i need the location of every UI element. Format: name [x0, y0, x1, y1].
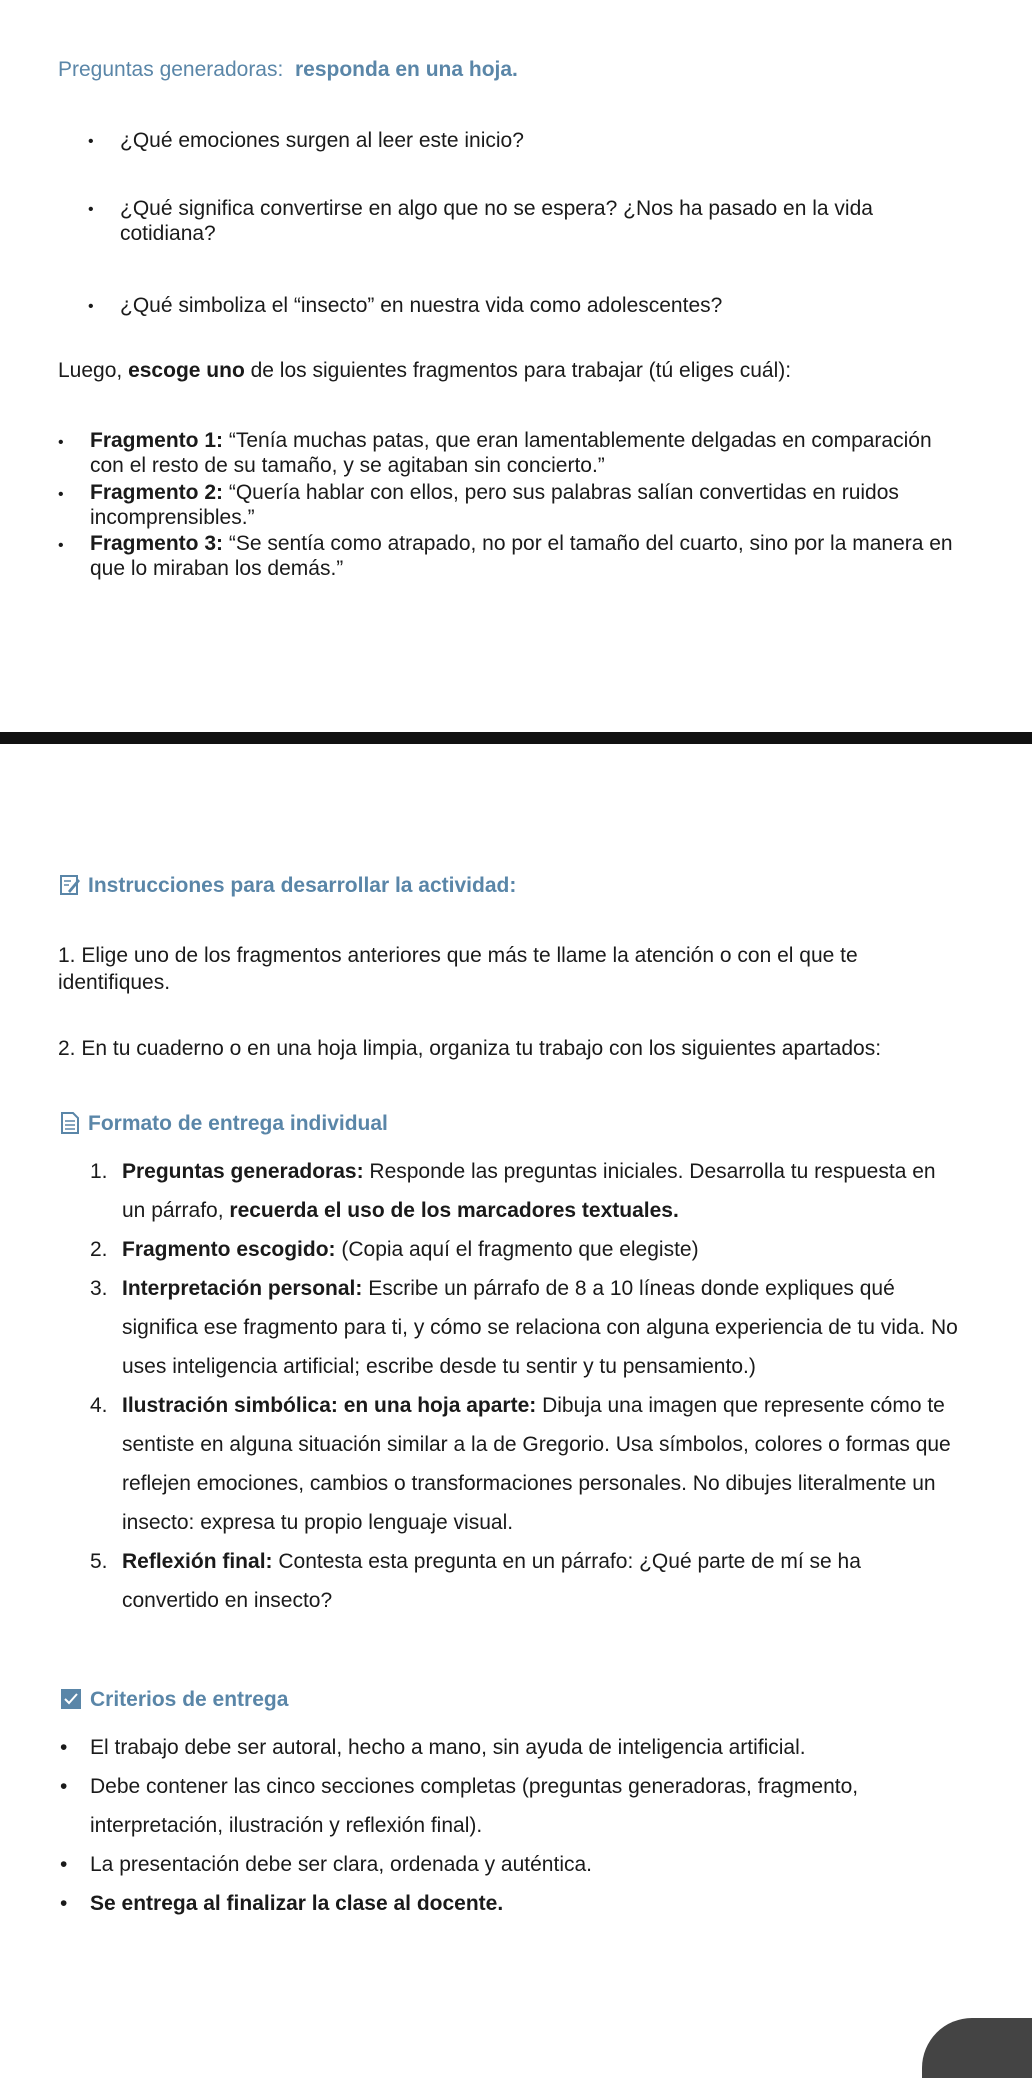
instructions-heading: Instrucciones para desarrollar la actividad:: [60, 874, 516, 898]
questions-header-label: Preguntas generadoras:: [58, 58, 284, 81]
format-item: 5. Reflexión final: Contesta esta pregunta en un párrafo: ¿Qué parte de mí se ha convertido en insecto?: [90, 1550, 861, 1612]
bullet-dot: •: [88, 201, 94, 218]
bullet-dot: •: [58, 537, 64, 554]
question-item: ¿Qué significa convertirse en algo que no se espera? ¿Nos ha pasado en la vida cotidiana?: [120, 197, 873, 245]
questions-header-instruction: responda en una hoja.: [295, 58, 518, 81]
corner-overlay: [922, 2018, 1032, 2078]
bullet-dot: •: [88, 133, 94, 150]
criteria-item: • El trabajo debe ser autoral, hecho a mano, sin ayuda de inteligencia artificial.: [60, 1736, 806, 1759]
instructions-step-2: 2. En tu cuaderno o en una hoja limpia, organiza tu trabajo con los siguientes apartados:: [58, 1037, 882, 1060]
choose-instruction: Luego, escoge uno de los siguientes fragmentos para trabajar (tú eliges cuál):: [58, 359, 792, 382]
criteria-item: • Debe contener las cinco secciones completas (preguntas generadoras, fragmento, interpretación, ilustración y reflexión final).: [60, 1775, 859, 1837]
page-divider: [0, 732, 1032, 744]
format-item: 3. Interpretación personal: Escribe un párrafo de 8 a 10 líneas donde expliques qué significa ese fragmento para ti, y cómo se relaciona con alguna experiencia de tu vida. No uses inteligencia artificial; escribe desde tu sentir y tu pensamiento.): [90, 1277, 958, 1378]
questions-header: [58, 58, 518, 82]
criteria-list: [60, 1728, 970, 1923]
question-item: ¿Qué simboliza el “insecto” en nuestra vida como adolescentes?: [120, 294, 723, 317]
fragment-item: Fragmento 1: “Tenía muchas patas, que eran lamentablemente delgadas en comparación con el resto de su tamaño, y se agitaban sin concierto.”: [90, 429, 932, 477]
criteria-heading: Criterios de entrega: [60, 1688, 288, 1712]
edit-note-icon: [60, 874, 80, 896]
bullet-dot: •: [88, 298, 94, 315]
instructions-step-1: 1. Elige uno de los fragmentos anteriores que más te llame la atención o con el que te identifiques.: [58, 944, 858, 994]
format-heading: Formato de entrega individual: [60, 1112, 388, 1136]
format-item: 4. Ilustración simbólica: en una hoja aparte: Dibuja una imagen que represente cómo te sentiste en alguna situación similar a la de Gregorio. Usa símbolos, colores o formas que reflejen emociones, cambios o transformaciones personales. No dibujes literalmente un insecto: expresa tu propio lenguaje visual.: [90, 1394, 951, 1534]
fragment-item: Fragmento 3: “Se sentía como atrapado, no por el tamaño del cuarto, sino por la manera en que lo miraban los demás.”: [90, 532, 953, 580]
format-list: [90, 1152, 960, 1620]
bullet-dot: •: [58, 434, 64, 451]
bullet-dot: •: [58, 486, 64, 503]
format-item: 2. Fragmento escogido: (Copia aquí el fragmento que elegiste): [90, 1238, 699, 1261]
checkbox-checked-icon: [60, 1688, 82, 1710]
criteria-item: • Se entrega al finalizar la clase al docente.: [60, 1892, 504, 1915]
format-item: 1. Preguntas generadoras: Responde las preguntas iniciales. Desarrolla tu respuesta en un párrafo, recuerda el uso de los marcadores textuales.: [90, 1160, 936, 1222]
criteria-item: • La presentación debe ser clara, ordenada y auténtica.: [60, 1853, 593, 1876]
fragment-item: Fragmento 2: “Quería hablar con ellos, pero sus palabras salían convertidas en ruidos incomprensibles.”: [90, 481, 899, 529]
question-item: ¿Qué emociones surgen al leer este inicio?: [120, 129, 524, 152]
document-icon: [60, 1112, 80, 1134]
